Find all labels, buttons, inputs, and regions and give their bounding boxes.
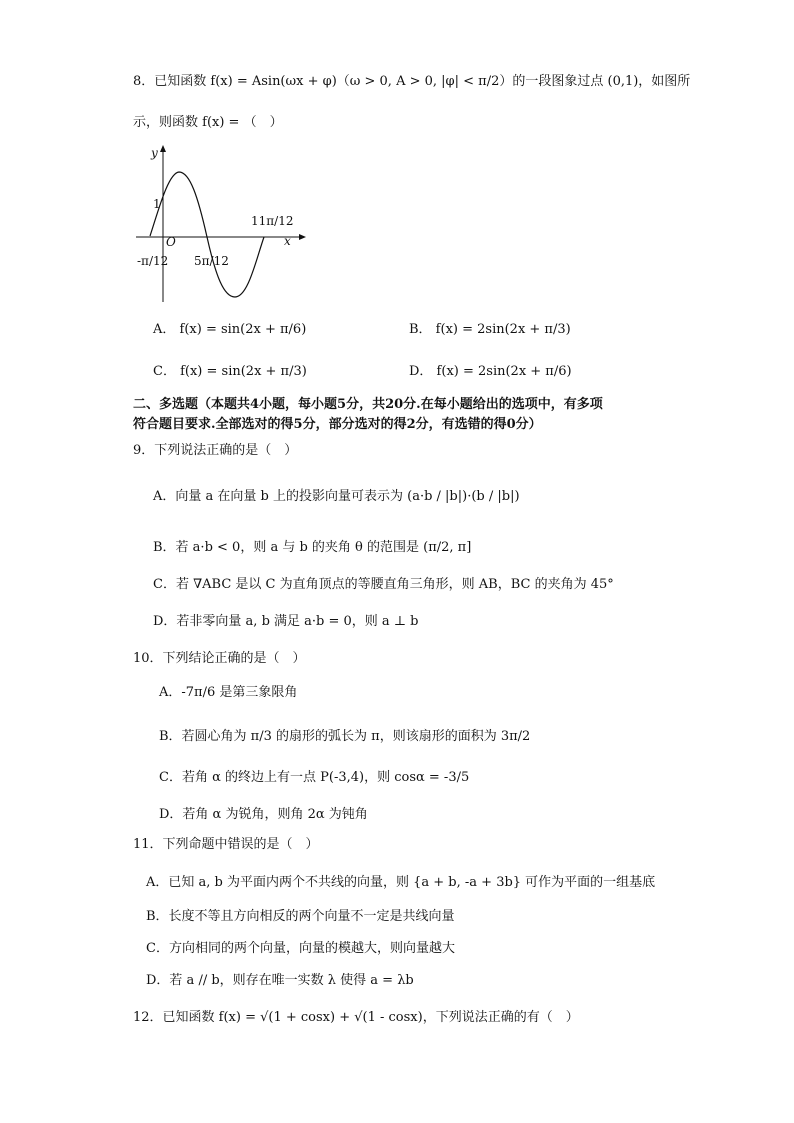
origin-label: O [166,235,176,249]
sine-graph [136,142,306,307]
q10-stem: 10．下列结论正确的是（ ） [133,651,306,666]
section-heading-line2: 符合题目要求.全部选对的得5分，部分选对的得2分，有选错的得0分） [133,417,542,432]
section-heading-line1: 二、多选题（本题共4小题，每小题5分，共20分.在每小题给出的选项中，有多项 [133,397,603,412]
q8-option-a: A． f(x) = sin(2x + π/6) [153,322,307,337]
q9-option-a: A．向量 a 在向量 b 上的投影向量可表示为 (a·b / |b|)·(b / |b|) [153,489,520,504]
y-intercept-label: 1 [153,197,161,211]
q8-stem-line2: 示，则函数 f(x) = （ ） [133,115,283,130]
q9-option-c: C．若 ∇ABC 是以 C 为直角顶点的等腰直角三角形，则 AB，BC 的夹角为 45° [153,577,614,592]
q10-option-b: B．若圆心角为 π/3 的扇形的弧长为 π，则该扇形的面积为 3π/2 [159,729,531,744]
q10-option-d: D．若角 α 为锐角，则角 2α 为钝角 [159,807,368,822]
q11-option-d: D．若 a // b，则存在唯一实数 λ 使得 a = λb [146,973,414,988]
q9-option-b: B．若 a·b < 0，则 a 与 b 的夹角 θ 的范围是 (π/2, π] [153,540,472,555]
y-axis-label: y [151,146,158,160]
x-axis-label: x [284,234,291,248]
q8-option-b: B． f(x) = 2sin(2x + π/3) [409,322,571,337]
q8-stem-line1: 8．已知函数 f(x) = Asin(ωx + φ)（ω > 0, A > 0, |φ| < π/2）的一段图象过点 (0,1)，如图所 [133,74,691,89]
tick-neg-pi-12: -π/12 [137,254,169,268]
q12-stem: 12．已知函数 f(x) = √(1 + cosx) + √(1 - cosx)，下列说法正确的有（ ） [133,1010,579,1025]
q9-stem: 9．下列说法正确的是（ ） [133,443,298,458]
q10-option-a: A．-7π/6 是第三象限角 [159,685,298,700]
q8-option-d: D． f(x) = 2sin(2x + π/6) [409,364,572,379]
tick-5pi-12: 5π/12 [194,254,229,268]
q9-option-d: D．若非零向量 a, b 满足 a·b = 0，则 a ⊥ b [153,614,419,629]
q11-option-a: A．已知 a, b 为平面内两个不共线的向量，则 {a + b, -a + 3b} 可作为平面的一组基底 [146,875,656,890]
x-axis-arrow-icon [299,234,306,240]
tick-11pi-12: 11π/12 [251,214,294,228]
q11-stem: 11．下列命题中错误的是（ ） [133,837,319,852]
q11-option-c: C．方向相同的两个向量，向量的模越大，则向量越大 [146,941,455,956]
q11-option-b: B．长度不等且方向相反的两个向量不一定是共线向量 [146,909,455,924]
y-axis-arrow-icon [160,145,166,152]
q10-option-c: C．若角 α 的终边上有一点 P(-3,4)，则 cosα = -3/5 [159,770,470,785]
q8-option-c: C． f(x) = sin(2x + π/3) [153,364,307,379]
